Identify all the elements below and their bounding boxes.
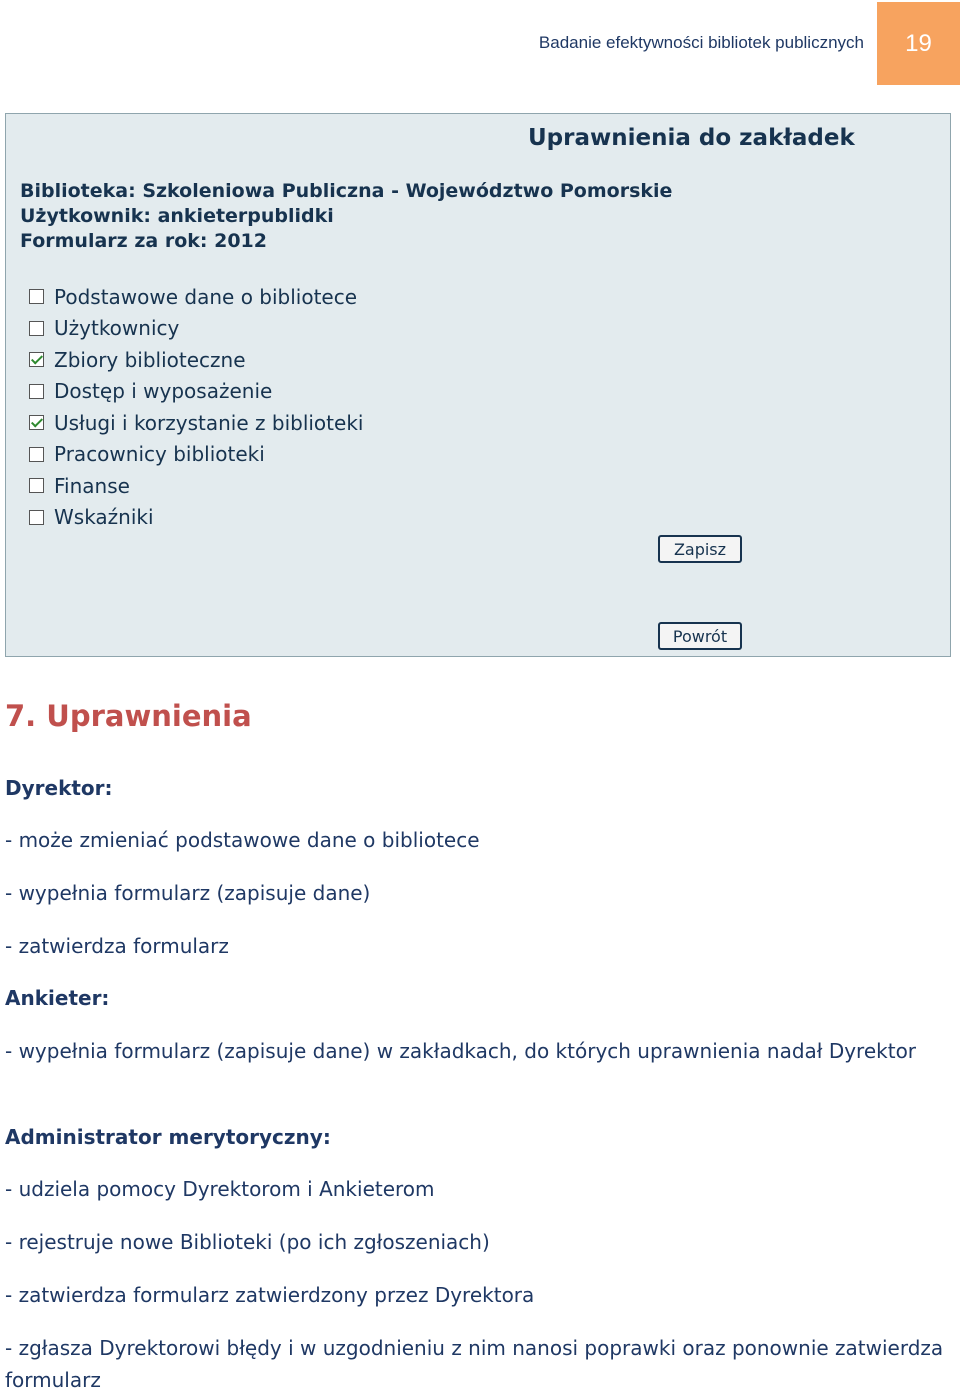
- checkbox-basic-data[interactable]: [29, 289, 44, 304]
- back-button[interactable]: Powrót: [658, 622, 742, 650]
- list-item: - zatwierdza formularz zatwierdzony przez Dyrektora: [5, 1283, 535, 1307]
- checkbox-label: Usługi i korzystanie z biblioteki: [54, 410, 364, 435]
- checkbox-label: Dostęp i wyposażenie: [54, 379, 273, 404]
- page-number: 19: [877, 2, 960, 85]
- tab-permission-item[interactable]: [29, 281, 363, 313]
- tab-permission-item[interactable]: [29, 376, 363, 408]
- checkbox-indicators[interactable]: [29, 510, 44, 525]
- list-item: - może zmieniać podstawowe dane o bibliotece: [5, 828, 480, 852]
- year-line: Formularz za rok: 2012: [20, 230, 267, 252]
- section-heading: 7. Uprawnienia: [5, 699, 252, 733]
- checkbox-services[interactable]: [29, 415, 44, 430]
- role-admin-label: Administrator merytoryczny:: [5, 1125, 331, 1149]
- list-item: - udziela pomocy Dyrektorom i Ankieterom: [5, 1177, 435, 1201]
- tab-permission-list: [29, 281, 363, 533]
- user-line: Użytkownik: ankieterpublidki: [20, 205, 334, 227]
- checkbox-label: Użytkownicy: [54, 316, 180, 341]
- checkbox-label: Zbiory biblioteczne: [54, 347, 246, 372]
- list-item: - wypełnia formularz (zapisuje dane) w zakładkach, do których uprawnienia nadał Dyrektor: [5, 1039, 917, 1063]
- list-item: - rejestruje nowe Biblioteki (po ich zgłoszeniach): [5, 1230, 490, 1254]
- list-item: - wypełnia formularz (zapisuje dane): [5, 881, 371, 905]
- tab-permission-item[interactable]: [29, 407, 363, 439]
- tab-permission-item[interactable]: [29, 313, 363, 345]
- list-item: - zgłasza Dyrektorowi błędy i w uzgodnieniu z nim nanosi poprawki oraz ponownie zatwierdza formularz: [5, 1336, 944, 1392]
- save-button[interactable]: Zapisz: [658, 535, 742, 563]
- document-title: Badanie efektywności bibliotek publicznych: [538, 33, 864, 52]
- checkbox-access-equipment[interactable]: [29, 384, 44, 399]
- role-director-label: Dyrektor:: [5, 776, 113, 800]
- checkbox-label: Wskaźniki: [54, 505, 154, 530]
- panel-title: Uprawnienia do zakładek: [528, 125, 855, 151]
- checkbox-staff[interactable]: [29, 447, 44, 462]
- checkbox-label: Podstawowe dane o bibliotece: [54, 284, 358, 309]
- tab-permission-item[interactable]: [29, 344, 363, 376]
- checkbox-users[interactable]: [29, 321, 44, 336]
- checkbox-finance[interactable]: [29, 478, 44, 493]
- tab-permission-item[interactable]: [29, 470, 363, 502]
- list-item: - zatwierdza formularz: [5, 934, 229, 958]
- checkbox-label: Finanse: [54, 473, 130, 498]
- checkbox-label: Pracownicy biblioteki: [54, 442, 265, 467]
- checkbox-collections[interactable]: [29, 352, 44, 367]
- role-surveyor-label: Ankieter:: [5, 986, 110, 1010]
- permissions-panel: [5, 113, 951, 657]
- tab-permission-item[interactable]: [29, 502, 363, 534]
- library-line: Biblioteka: Szkoleniowa Publiczna - Województwo Pomorskie: [20, 180, 673, 202]
- tab-permission-item[interactable]: [29, 439, 363, 471]
